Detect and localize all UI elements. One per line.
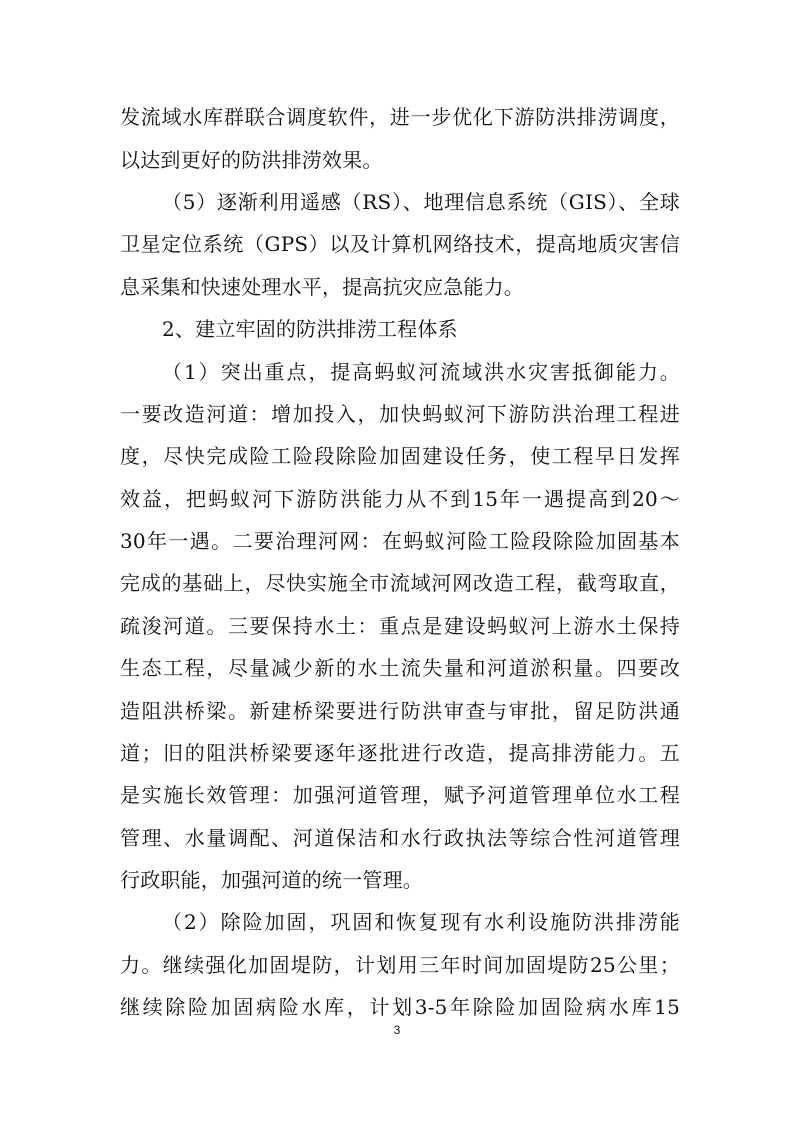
text-line: 以达到更好的防洪排涝效果。	[120, 148, 383, 172]
text-line: 力。继续强化加固堤防，计划用三年时间加固堤防25公里；	[120, 953, 680, 977]
text-line: 继续除险加固病险水库，计划3-5年除险加固险病水库15	[120, 995, 680, 1019]
text-line: （1）突出重点，提高蚂蚁河流域洪水灾害抵御能力。	[162, 360, 680, 384]
text-line: 造阻洪桥梁。新建桥梁要进行防洪审查与审批，留足防洪通	[120, 699, 680, 723]
text-line: （5）逐渐利用遥感（RS）、地理信息系统（GIS）、全球	[162, 190, 680, 214]
text-line: 发流域水库群联合调度软件，进一步优化下游防洪排涝调度，	[120, 105, 680, 129]
text-line: 30年一遇。二要治理河网：在蚂蚁河险工险段除险加固基本	[120, 529, 680, 553]
text-line: 疏浚河道。三要保持水土：重点是建设蚂蚁河上游水土保持	[120, 614, 680, 638]
text-line: 息采集和快速处理水平，提高抗灾应急能力。	[120, 275, 524, 299]
section-heading: 2、建立牢固的防洪排涝工程体系	[162, 317, 458, 341]
text-line: 是实施长效管理：加强河道管理，赋予河道管理单位水工程	[120, 783, 680, 807]
text-line: （2）除险加固，巩固和恢复现有水利设施防洪排涝能	[162, 910, 680, 934]
text-line: 度，尽快完成险工险段除险加固建设任务，使工程早日发挥	[120, 444, 680, 468]
text-line: 行政职能，加强河道的统一管理。	[120, 868, 423, 892]
text-line: 道；旧的阻洪桥梁要逐年逐批进行改造，提高排涝能力。五	[120, 741, 680, 765]
text-line: 效益，把蚂蚁河下游防洪能力从不到15年一遇提高到20～	[120, 487, 680, 511]
page-number: 3	[393, 1023, 401, 1037]
text-line: 生态工程，尽量减少新的水土流失量和河道淤积量。四要改	[120, 656, 680, 680]
text-line: 卫星定位系统（GPS）以及计算机网络技术，提高地质灾害信	[120, 232, 680, 256]
text-line: 一要改造河道：增加投入，加快蚂蚁河下游防洪治理工程进	[120, 402, 680, 426]
text-line: 管理、水量调配、河道保洁和水行政执法等综合性河道管理	[120, 826, 680, 850]
text-line: 完成的基础上，尽快实施全市流域河网改造工程，截弯取直，	[120, 571, 680, 595]
